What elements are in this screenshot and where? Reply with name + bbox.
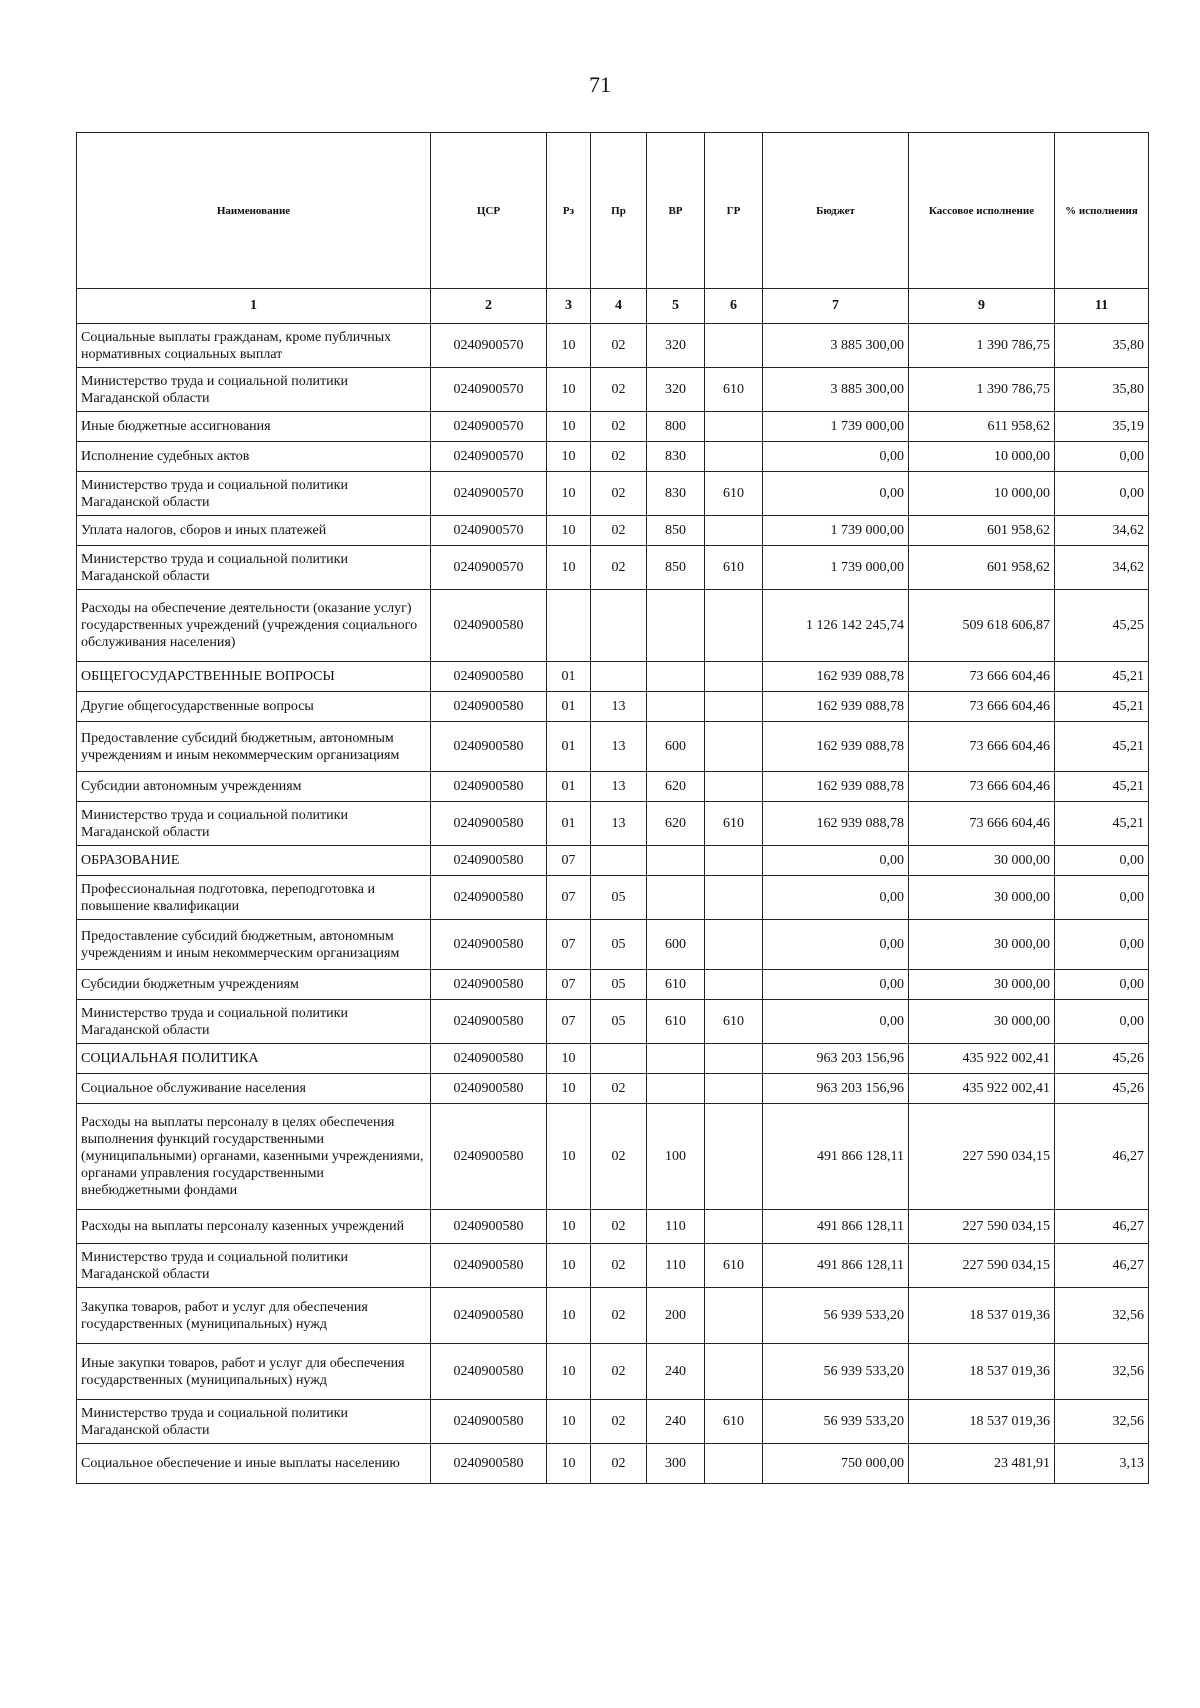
cell-cash-execution: 30 000,00 [909,876,1055,920]
cell-pr: 05 [591,876,647,920]
cell-percent-execution: 35,80 [1055,368,1149,412]
cell-name: Социальное обеспечение и иные выплаты населению [77,1444,431,1484]
cell-vr: 240 [647,1344,705,1400]
cell-percent-execution: 34,62 [1055,516,1149,546]
cell-gr: 610 [705,1000,763,1044]
table-row [77,1074,1149,1104]
table-header-row [77,133,1149,289]
table-row [77,802,1149,846]
header-csr: ЦСР [431,133,547,289]
header-rz: Рз [547,133,591,289]
column-number: 11 [1055,289,1149,324]
table-row [77,1244,1149,1288]
table-row [77,1288,1149,1344]
cell-csr: 0240900580 [431,692,547,722]
cell-percent-execution: 34,62 [1055,546,1149,590]
cell-rz: 01 [547,662,591,692]
cell-rz: 10 [547,1244,591,1288]
cell-rz: 07 [547,920,591,970]
cell-name: Министерство труда и социальной политики Магаданской области [77,1400,431,1444]
cell-rz: 10 [547,1444,591,1484]
table-row [77,516,1149,546]
cell-name: ОБРАЗОВАНИЕ [77,846,431,876]
cell-name: Расходы на выплаты персоналу в целях обеспечения выполнения функций государственными (муниципальными) органами, казенными учреждениями, органами управления государственными внебюджетными фондами [77,1104,431,1210]
cell-rz: 01 [547,722,591,772]
cell-name: Уплата налогов, сборов и иных платежей [77,516,431,546]
cell-csr: 0240900580 [431,1074,547,1104]
cell-percent-execution: 0,00 [1055,846,1149,876]
cell-csr: 0240900580 [431,1400,547,1444]
cell-budget: 0,00 [763,442,909,472]
table-row [77,1444,1149,1484]
cell-gr [705,442,763,472]
cell-vr: 300 [647,1444,705,1484]
cell-cash-execution: 30 000,00 [909,1000,1055,1044]
cell-vr: 240 [647,1400,705,1444]
cell-csr: 0240900580 [431,920,547,970]
cell-cash-execution: 30 000,00 [909,920,1055,970]
cell-cash-execution: 611 958,62 [909,412,1055,442]
cell-gr [705,692,763,722]
cell-percent-execution: 45,21 [1055,772,1149,802]
cell-vr: 850 [647,516,705,546]
cell-name: Министерство труда и социальной политики Магаданской области [77,472,431,516]
cell-budget: 0,00 [763,846,909,876]
cell-rz: 10 [547,1400,591,1444]
cell-gr [705,920,763,970]
cell-name: Министерство труда и социальной политики Магаданской области [77,368,431,412]
cell-budget: 963 203 156,96 [763,1044,909,1074]
cell-rz: 10 [547,1044,591,1074]
cell-pr: 13 [591,772,647,802]
cell-vr: 100 [647,1104,705,1210]
cell-name: Закупка товаров, работ и услуг для обеспечения государственных (муниципальных) нужд [77,1288,431,1344]
cell-name: Расходы на выплаты персоналу казенных учреждений [77,1210,431,1244]
cell-gr [705,1074,763,1104]
column-number: 3 [547,289,591,324]
cell-gr: 610 [705,802,763,846]
cell-budget: 491 866 128,11 [763,1210,909,1244]
table-row [77,692,1149,722]
cell-csr: 0240900570 [431,324,547,368]
table-row [77,442,1149,472]
cell-cash-execution: 10 000,00 [909,442,1055,472]
cell-pr: 02 [591,368,647,412]
cell-budget: 0,00 [763,876,909,920]
cell-rz: 10 [547,1344,591,1400]
table-row [77,920,1149,970]
cell-cash-execution: 435 922 002,41 [909,1074,1055,1104]
header-name: Наименование [77,133,431,289]
cell-name: ОБЩЕГОСУДАРСТВЕННЫЕ ВОПРОСЫ [77,662,431,692]
cell-name: Социальное обслуживание населения [77,1074,431,1104]
cell-name: Социальные выплаты гражданам, кроме публичных нормативных социальных выплат [77,324,431,368]
cell-cash-execution: 18 537 019,36 [909,1288,1055,1344]
cell-vr [647,876,705,920]
header-cash-execution: Кассовое исполнение [909,133,1055,289]
cell-percent-execution: 45,21 [1055,722,1149,772]
cell-budget: 963 203 156,96 [763,1074,909,1104]
cell-vr: 110 [647,1244,705,1288]
cell-percent-execution: 45,21 [1055,692,1149,722]
cell-vr [647,692,705,722]
cell-pr: 02 [591,1244,647,1288]
table-row [77,846,1149,876]
cell-name: Иные бюджетные ассигнования [77,412,431,442]
column-number: 4 [591,289,647,324]
cell-pr: 02 [591,324,647,368]
table-row [77,1044,1149,1074]
cell-budget: 56 939 533,20 [763,1288,909,1344]
cell-rz: 10 [547,442,591,472]
cell-gr: 610 [705,368,763,412]
table-row [77,368,1149,412]
page-number: 71 [589,72,611,97]
cell-budget: 0,00 [763,472,909,516]
cell-cash-execution: 509 618 606,87 [909,590,1055,662]
cell-gr [705,772,763,802]
cell-vr: 600 [647,722,705,772]
cell-gr [705,876,763,920]
cell-budget: 0,00 [763,920,909,970]
cell-name: Предоставление субсидий бюджетным, автономным учреждениям и иным некоммерческим организациям [77,722,431,772]
cell-rz: 10 [547,1104,591,1210]
cell-cash-execution: 227 590 034,15 [909,1244,1055,1288]
cell-gr [705,1444,763,1484]
cell-pr: 13 [591,802,647,846]
column-number-row [77,289,1149,324]
cell-rz: 10 [547,1210,591,1244]
cell-name: Профессиональная подготовка, переподготовка и повышение квалификации [77,876,431,920]
column-number: 7 [763,289,909,324]
cell-name: СОЦИАЛЬНАЯ ПОЛИТИКА [77,1044,431,1074]
cell-pr: 13 [591,722,647,772]
cell-rz: 01 [547,802,591,846]
cell-cash-execution: 435 922 002,41 [909,1044,1055,1074]
cell-budget: 162 939 088,78 [763,662,909,692]
cell-percent-execution: 45,21 [1055,662,1149,692]
cell-vr: 610 [647,1000,705,1044]
cell-percent-execution: 46,27 [1055,1104,1149,1210]
cell-csr: 0240900570 [431,472,547,516]
table-row [77,970,1149,1000]
cell-budget: 162 939 088,78 [763,722,909,772]
cell-cash-execution: 73 666 604,46 [909,722,1055,772]
cell-budget: 162 939 088,78 [763,772,909,802]
cell-csr: 0240900580 [431,1000,547,1044]
table-row [77,662,1149,692]
cell-gr: 610 [705,1244,763,1288]
cell-name: Расходы на обеспечение деятельности (оказание услуг) государственных учреждений (учреждения социального обслуживания населения) [77,590,431,662]
cell-percent-execution: 46,27 [1055,1244,1149,1288]
cell-csr: 0240900580 [431,590,547,662]
cell-name: Министерство труда и социальной политики Магаданской области [77,546,431,590]
cell-pr: 02 [591,1210,647,1244]
cell-rz: 01 [547,772,591,802]
cell-gr: 610 [705,472,763,516]
cell-budget: 1 126 142 245,74 [763,590,909,662]
cell-pr: 05 [591,920,647,970]
cell-percent-execution: 45,25 [1055,590,1149,662]
cell-cash-execution: 73 666 604,46 [909,662,1055,692]
cell-budget: 3 885 300,00 [763,368,909,412]
column-number: 5 [647,289,705,324]
cell-percent-execution: 0,00 [1055,1000,1149,1044]
cell-rz: 10 [547,412,591,442]
cell-csr: 0240900570 [431,442,547,472]
cell-csr: 0240900580 [431,1210,547,1244]
cell-rz: 07 [547,1000,591,1044]
cell-csr: 0240900580 [431,846,547,876]
cell-budget: 1 739 000,00 [763,546,909,590]
cell-percent-execution: 0,00 [1055,920,1149,970]
cell-percent-execution: 32,56 [1055,1288,1149,1344]
cell-pr [591,662,647,692]
cell-pr: 02 [591,1444,647,1484]
cell-percent-execution: 0,00 [1055,970,1149,1000]
cell-pr: 02 [591,1104,647,1210]
cell-pr: 13 [591,692,647,722]
cell-pr: 02 [591,442,647,472]
cell-csr: 0240900580 [431,1344,547,1400]
cell-vr [647,1044,705,1074]
cell-csr: 0240900580 [431,772,547,802]
cell-vr: 200 [647,1288,705,1344]
cell-percent-execution: 35,80 [1055,324,1149,368]
cell-vr: 620 [647,802,705,846]
cell-percent-execution: 45,26 [1055,1074,1149,1104]
cell-rz: 10 [547,1074,591,1104]
cell-budget: 0,00 [763,970,909,1000]
cell-cash-execution: 18 537 019,36 [909,1344,1055,1400]
cell-vr: 110 [647,1210,705,1244]
cell-gr [705,1344,763,1400]
cell-vr: 320 [647,368,705,412]
table-row [77,472,1149,516]
cell-rz: 10 [547,1288,591,1344]
cell-budget: 162 939 088,78 [763,802,909,846]
cell-pr: 02 [591,1074,647,1104]
cell-cash-execution: 73 666 604,46 [909,692,1055,722]
table-row [77,1104,1149,1210]
table-row [77,546,1149,590]
cell-vr [647,590,705,662]
cell-pr [591,846,647,876]
cell-pr: 02 [591,516,647,546]
cell-csr: 0240900580 [431,970,547,1000]
cell-vr: 610 [647,970,705,1000]
cell-csr: 0240900580 [431,1288,547,1344]
cell-csr: 0240900570 [431,412,547,442]
table-row [77,772,1149,802]
cell-pr [591,590,647,662]
column-number: 2 [431,289,547,324]
cell-cash-execution: 30 000,00 [909,970,1055,1000]
cell-cash-execution: 23 481,91 [909,1444,1055,1484]
header-budget: Бюджет [763,133,909,289]
cell-cash-execution: 1 390 786,75 [909,368,1055,412]
cell-budget: 3 885 300,00 [763,324,909,368]
column-number: 9 [909,289,1055,324]
cell-name: Министерство труда и социальной политики Магаданской области [77,1244,431,1288]
cell-csr: 0240900580 [431,722,547,772]
cell-percent-execution: 32,56 [1055,1400,1149,1444]
header-vr: ВР [647,133,705,289]
column-number: 6 [705,289,763,324]
cell-csr: 0240900580 [431,1104,547,1210]
table-row [77,1000,1149,1044]
cell-gr [705,516,763,546]
table-row [77,1210,1149,1244]
cell-budget: 750 000,00 [763,1444,909,1484]
cell-name: Субсидии бюджетным учреждениям [77,970,431,1000]
cell-rz [547,590,591,662]
cell-vr: 830 [647,472,705,516]
cell-csr: 0240900570 [431,516,547,546]
cell-csr: 0240900580 [431,1044,547,1074]
cell-gr [705,412,763,442]
cell-rz: 10 [547,472,591,516]
cell-rz: 07 [547,876,591,920]
cell-vr [647,846,705,876]
header-pr: Пр [591,133,647,289]
cell-vr: 320 [647,324,705,368]
cell-pr: 02 [591,1288,647,1344]
cell-name: Предоставление субсидий бюджетным, автономным учреждениям и иным некоммерческим организациям [77,920,431,970]
cell-cash-execution: 601 958,62 [909,516,1055,546]
cell-gr [705,846,763,876]
cell-name: Министерство труда и социальной политики Магаданской области [77,802,431,846]
table-row [77,412,1149,442]
cell-vr: 830 [647,442,705,472]
table-row [77,1344,1149,1400]
cell-percent-execution: 3,13 [1055,1444,1149,1484]
cell-cash-execution: 73 666 604,46 [909,772,1055,802]
cell-cash-execution: 601 958,62 [909,546,1055,590]
cell-budget: 56 939 533,20 [763,1400,909,1444]
table-row [77,1400,1149,1444]
table-row [77,876,1149,920]
cell-budget: 0,00 [763,1000,909,1044]
cell-gr [705,970,763,1000]
cell-name: Иные закупки товаров, работ и услуг для обеспечения государственных (муниципальных) нужд [77,1344,431,1400]
cell-gr [705,1104,763,1210]
cell-gr [705,662,763,692]
cell-csr: 0240900580 [431,876,547,920]
cell-budget: 162 939 088,78 [763,692,909,722]
cell-vr [647,662,705,692]
cell-pr: 02 [591,412,647,442]
cell-percent-execution: 45,21 [1055,802,1149,846]
cell-vr: 620 [647,772,705,802]
cell-pr: 05 [591,970,647,1000]
cell-budget: 491 866 128,11 [763,1244,909,1288]
cell-pr [591,1044,647,1074]
cell-csr: 0240900580 [431,1244,547,1288]
cell-rz: 10 [547,324,591,368]
cell-percent-execution: 0,00 [1055,876,1149,920]
cell-rz: 01 [547,692,591,722]
cell-vr [647,1074,705,1104]
cell-percent-execution: 45,26 [1055,1044,1149,1074]
cell-percent-execution: 46,27 [1055,1210,1149,1244]
table-row [77,722,1149,772]
cell-rz: 07 [547,846,591,876]
cell-gr [705,722,763,772]
cell-cash-execution: 73 666 604,46 [909,802,1055,846]
cell-budget: 1 739 000,00 [763,516,909,546]
column-number: 1 [77,289,431,324]
cell-rz: 10 [547,368,591,412]
cell-vr: 850 [647,546,705,590]
cell-pr: 05 [591,1000,647,1044]
cell-cash-execution: 227 590 034,15 [909,1104,1055,1210]
cell-cash-execution: 227 590 034,15 [909,1210,1055,1244]
cell-pr: 02 [591,1400,647,1444]
cell-percent-execution: 0,00 [1055,472,1149,516]
cell-gr [705,324,763,368]
cell-cash-execution: 10 000,00 [909,472,1055,516]
cell-gr: 610 [705,1400,763,1444]
cell-vr: 800 [647,412,705,442]
cell-vr: 600 [647,920,705,970]
cell-gr [705,1044,763,1074]
cell-percent-execution: 32,56 [1055,1344,1149,1400]
cell-budget: 56 939 533,20 [763,1344,909,1400]
header-gr: ГР [705,133,763,289]
cell-percent-execution: 35,19 [1055,412,1149,442]
cell-gr [705,1288,763,1344]
cell-cash-execution: 30 000,00 [909,846,1055,876]
cell-rz: 10 [547,546,591,590]
cell-csr: 0240900580 [431,1444,547,1484]
cell-gr [705,590,763,662]
cell-name: Другие общегосударственные вопросы [77,692,431,722]
cell-budget: 1 739 000,00 [763,412,909,442]
cell-csr: 0240900570 [431,546,547,590]
cell-gr: 610 [705,546,763,590]
cell-percent-execution: 0,00 [1055,442,1149,472]
cell-budget: 491 866 128,11 [763,1104,909,1210]
header-percent-execution: % исполнения [1055,133,1149,289]
table-row [77,590,1149,662]
cell-cash-execution: 18 537 019,36 [909,1400,1055,1444]
cell-name: Субсидии автономным учреждениям [77,772,431,802]
cell-name: Исполнение судебных актов [77,442,431,472]
budget-table [76,132,1149,1484]
table-row [77,324,1149,368]
cell-csr: 0240900580 [431,802,547,846]
cell-gr [705,1210,763,1244]
cell-pr: 02 [591,1344,647,1400]
cell-csr: 0240900580 [431,662,547,692]
cell-csr: 0240900570 [431,368,547,412]
cell-cash-execution: 1 390 786,75 [909,324,1055,368]
cell-rz: 10 [547,516,591,546]
cell-name: Министерство труда и социальной политики Магаданской области [77,1000,431,1044]
cell-pr: 02 [591,546,647,590]
cell-rz: 07 [547,970,591,1000]
cell-pr: 02 [591,472,647,516]
